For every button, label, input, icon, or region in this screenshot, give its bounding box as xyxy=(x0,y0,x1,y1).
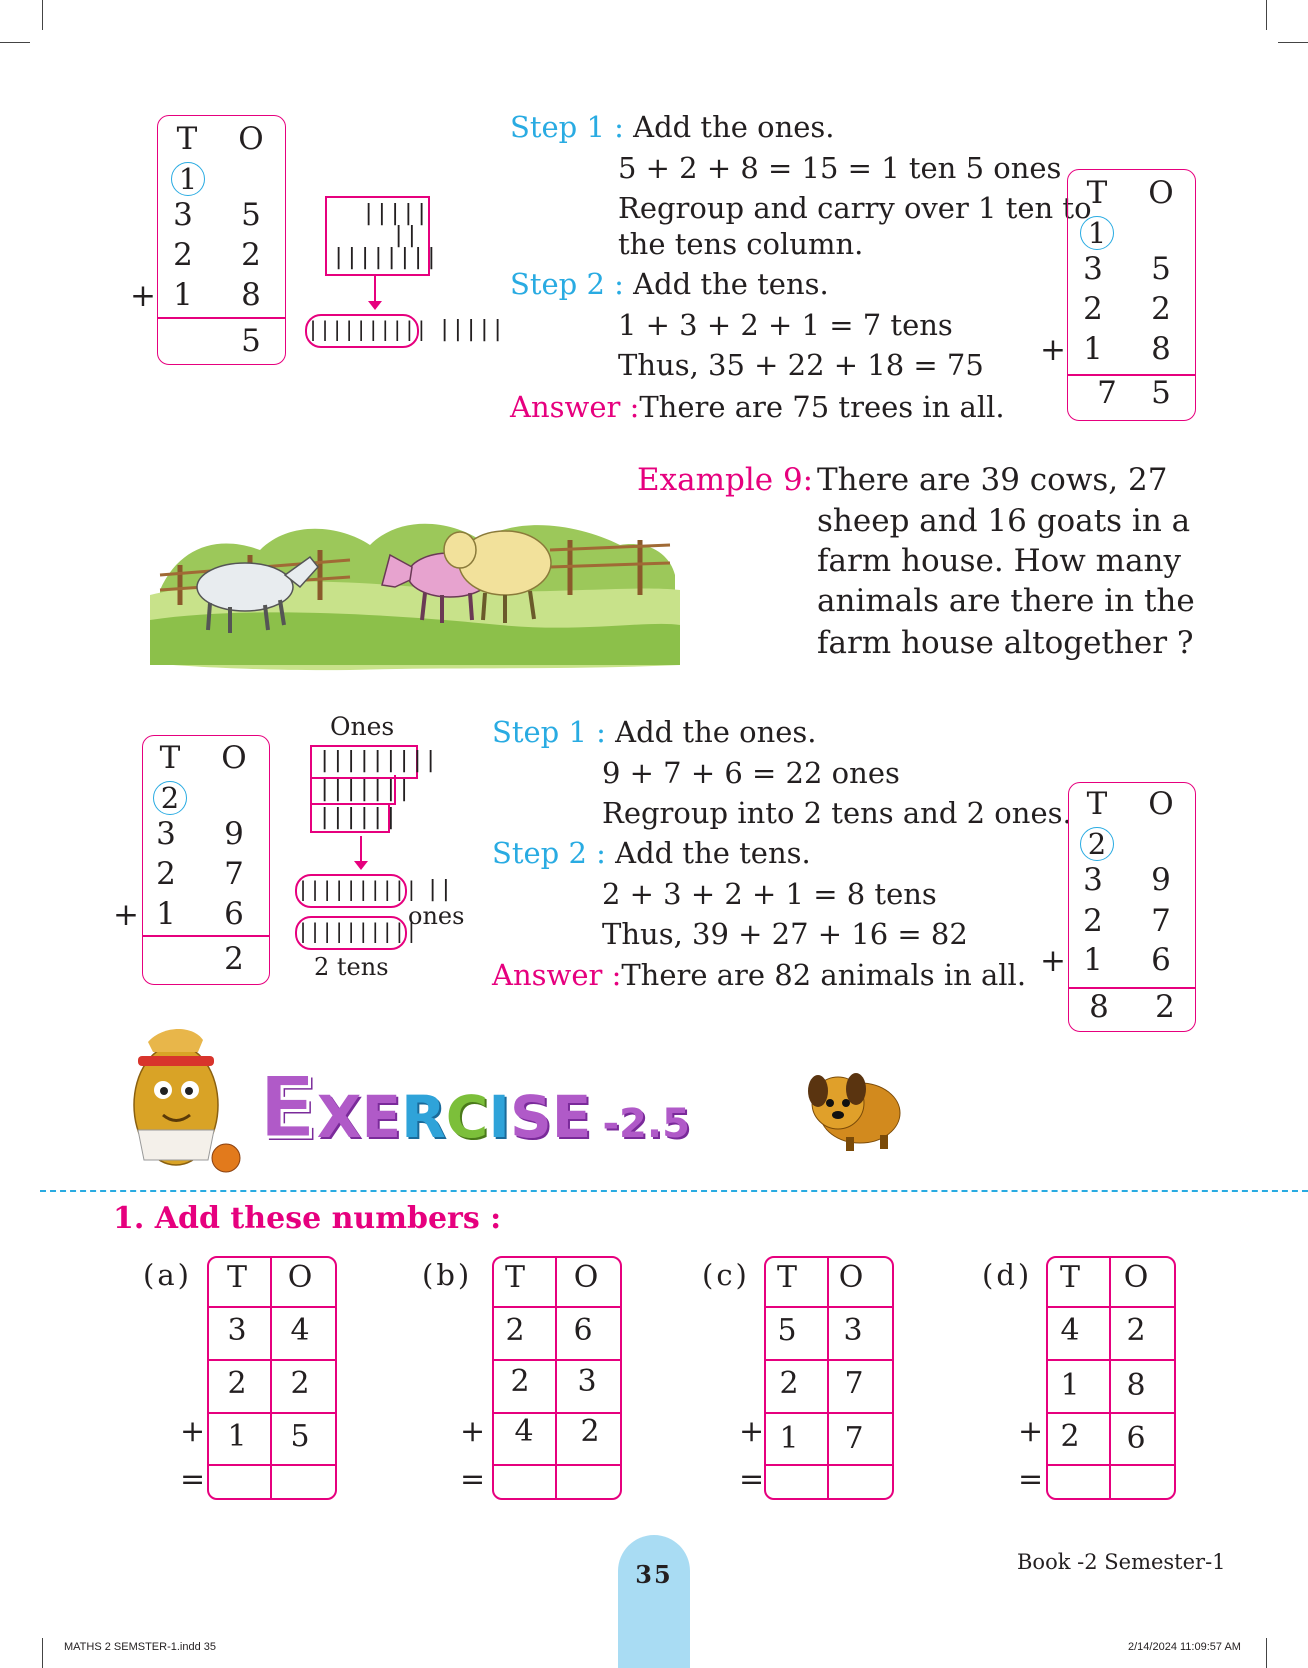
digit: 4 xyxy=(514,1414,534,1449)
digit: 3 xyxy=(156,816,176,852)
digit: 3 xyxy=(1083,862,1103,898)
sticks-row2: || xyxy=(392,223,419,248)
digit: 1 xyxy=(173,277,193,313)
sticks-row3: |||||| xyxy=(318,805,398,830)
equals-sign: = xyxy=(739,1462,765,1497)
step-text: Add the tens. xyxy=(633,267,829,301)
carry-digit: 2 xyxy=(1080,827,1114,861)
header-o: O xyxy=(838,1260,864,1295)
ten-bundle: |||||||||| xyxy=(295,916,407,950)
digit: 7 xyxy=(844,1366,864,1401)
result-ones: 2 xyxy=(1155,989,1175,1025)
digit: 3 xyxy=(173,197,193,233)
step-line: Regroup and carry over 1 ten to xyxy=(618,191,1092,225)
step-line: 1 + 3 + 2 + 1 = 7 tens xyxy=(618,308,953,342)
question-line: sheep and 16 goats in a xyxy=(817,503,1191,539)
digit: 2 xyxy=(156,856,176,892)
book-label: Book -2 Semester-1 xyxy=(1017,1550,1226,1574)
result-ones: 5 xyxy=(241,323,261,359)
digit: 1 xyxy=(779,1421,799,1456)
digit: 2 xyxy=(505,1313,525,1348)
digit: 7 xyxy=(1151,903,1171,939)
header-o: O xyxy=(1123,1260,1149,1295)
digit: 2 xyxy=(290,1366,310,1401)
header-o: O xyxy=(238,121,264,157)
header-o: O xyxy=(1148,175,1174,211)
page-number: 35 xyxy=(635,1560,673,1589)
answer-label: Answer : xyxy=(510,390,640,424)
exercise-letter: E xyxy=(361,1083,402,1151)
exercise-title xyxy=(258,1058,690,1158)
sticks-row2: ||||||| xyxy=(318,777,411,802)
question-line: animals are there in the xyxy=(817,583,1195,619)
header-o: O xyxy=(287,1260,313,1295)
step-line: 2 + 3 + 2 + 1 = 8 tens xyxy=(602,877,937,911)
answer-label: Answer : xyxy=(492,958,622,992)
digit: 2 xyxy=(1126,1313,1146,1348)
loose-ones: || xyxy=(426,877,453,902)
digit: 5 xyxy=(290,1419,310,1454)
equals-sign: = xyxy=(180,1462,206,1497)
digit: 1 xyxy=(156,896,176,932)
question-line: farm house. How many xyxy=(817,543,1182,579)
digit: 7 xyxy=(844,1421,864,1456)
digit: 1 xyxy=(1060,1368,1080,1403)
digit: 2 xyxy=(580,1414,600,1449)
result-ones: 5 xyxy=(1151,375,1171,411)
question-1-heading: 1. Add these numbers : xyxy=(113,1201,502,1236)
exercise-letter: E xyxy=(258,1058,317,1158)
plus-sign: + xyxy=(1018,1414,1044,1449)
answer-text: There are 82 animals in all. xyxy=(621,958,1027,992)
digit: 1 xyxy=(1083,331,1103,367)
plus-sign: + xyxy=(1040,332,1066,368)
problem-label: (c) xyxy=(702,1258,750,1292)
exercise-letter: E xyxy=(551,1083,592,1151)
digit: 3 xyxy=(227,1313,247,1348)
ten-bundle: |||||||||| xyxy=(305,314,419,348)
plus-sign: + xyxy=(130,278,156,314)
digit: 8 xyxy=(1126,1368,1146,1403)
crop-mark xyxy=(1278,42,1308,43)
digit: 2 xyxy=(510,1364,530,1399)
header-t: T xyxy=(1086,175,1108,211)
sticks-row3: |||||||| xyxy=(332,245,438,270)
digit: 9 xyxy=(224,816,244,852)
crop-mark xyxy=(42,1638,43,1668)
step-text: Add the ones. xyxy=(633,110,835,144)
digit: 1 xyxy=(227,1419,247,1454)
question-line: There are 39 cows, 27 xyxy=(817,462,1168,498)
crop-mark xyxy=(1266,0,1267,30)
digit: 6 xyxy=(1126,1421,1146,1456)
digit: 9 xyxy=(1151,862,1171,898)
digit: 2 xyxy=(779,1366,799,1401)
digit: 3 xyxy=(577,1364,597,1399)
answer-tens-cell[interactable] xyxy=(1050,1465,1106,1493)
digit: 4 xyxy=(1060,1313,1080,1348)
step-line: the tens column. xyxy=(618,227,864,261)
crop-mark xyxy=(1266,1638,1267,1668)
header-o: O xyxy=(1148,786,1174,822)
answer-ones-cell[interactable] xyxy=(557,1465,613,1493)
step-label: Step 2 : xyxy=(492,836,606,870)
step-line: 9 + 7 + 6 = 22 ones xyxy=(602,756,900,790)
exercise-letter: R xyxy=(401,1083,446,1151)
plus-sign: + xyxy=(113,897,139,933)
digit: 2 xyxy=(1151,291,1171,327)
problem-label: (b) xyxy=(422,1258,473,1292)
step-label: Step 2 : xyxy=(510,267,624,301)
carry-digit: 1 xyxy=(1080,216,1114,250)
ones-word: ones xyxy=(408,902,465,930)
example-label: Example 9: xyxy=(637,462,814,498)
header-t: T xyxy=(226,1260,247,1295)
answer-text: There are 75 trees in all. xyxy=(639,390,1005,424)
file-name: MATHS 2 SEMSTER-1.indd 35 xyxy=(64,1641,217,1653)
answer-ones-cell[interactable] xyxy=(829,1465,885,1493)
digit: 1 xyxy=(1083,942,1103,978)
plus-sign: + xyxy=(180,1414,206,1449)
header-t: T xyxy=(776,1260,797,1295)
answer-tens-cell[interactable] xyxy=(211,1465,267,1493)
digit: 2 xyxy=(227,1366,247,1401)
digit: 5 xyxy=(241,197,261,233)
crop-mark xyxy=(42,0,43,30)
digit: 2 xyxy=(1060,1419,1080,1454)
digit: 3 xyxy=(1083,251,1103,287)
ones-label: Ones xyxy=(330,712,395,741)
equals-sign: = xyxy=(1018,1462,1044,1497)
mascot-potato xyxy=(108,1020,248,1180)
step-label: Step 1 : xyxy=(492,715,606,749)
farm-illustration xyxy=(150,495,680,675)
question-line: farm house altogether ? xyxy=(817,625,1194,661)
sticks-row1: ||||| xyxy=(362,201,429,226)
ten-bundle: |||||||||| xyxy=(295,874,407,908)
answer-tens-cell[interactable] xyxy=(496,1465,552,1493)
step-line: 5 + 2 + 8 = 15 = 1 ten 5 ones xyxy=(618,151,1062,185)
digit: 2 xyxy=(1083,291,1103,327)
mascot-dog xyxy=(798,1065,908,1155)
result-tens: 7 xyxy=(1097,375,1117,411)
problem-label: (a) xyxy=(143,1258,192,1292)
result-tens: 8 xyxy=(1089,989,1109,1025)
digit: 5 xyxy=(1151,251,1171,287)
crop-mark xyxy=(0,42,30,43)
header-t: T xyxy=(504,1260,525,1295)
digit: 6 xyxy=(224,896,244,932)
step-label: Step 1 : xyxy=(510,110,624,144)
plus-sign: + xyxy=(1040,943,1066,979)
digit: 7 xyxy=(224,856,244,892)
step-line: Regroup into 2 tens and 2 ones. xyxy=(602,796,1072,830)
tens-label: 2 tens xyxy=(314,953,389,981)
carry-digit: 1 xyxy=(171,162,205,196)
carry-digit: 2 xyxy=(153,781,187,815)
section-divider xyxy=(40,1190,1308,1192)
page-number-tab xyxy=(618,1535,690,1668)
digit: 6 xyxy=(573,1313,593,1348)
digit: 6 xyxy=(1151,942,1171,978)
exercise-letter: X xyxy=(316,1083,362,1151)
exercise-letter: S xyxy=(509,1083,552,1151)
digit: 5 xyxy=(777,1313,797,1348)
header-o: O xyxy=(573,1260,599,1295)
digit: 2 xyxy=(173,237,193,273)
plus-sign: + xyxy=(739,1414,765,1449)
step-line: Thus, 35 + 22 + 18 = 75 xyxy=(618,348,984,382)
result-ones: 2 xyxy=(224,941,244,977)
digit: 2 xyxy=(241,237,261,273)
answer-ones-cell[interactable] xyxy=(1111,1465,1167,1493)
plus-sign: + xyxy=(460,1414,486,1449)
step-text: Add the tens. xyxy=(615,836,811,870)
loose-ones: ||||| xyxy=(438,317,505,342)
digit: 3 xyxy=(843,1313,863,1348)
answer-tens-cell[interactable] xyxy=(768,1465,824,1493)
sticks-row1: ||||||||| xyxy=(318,748,438,773)
step-text: Add the ones. xyxy=(615,715,817,749)
header-t: T xyxy=(1059,1260,1080,1295)
header-t: T xyxy=(176,121,198,157)
answer-ones-cell[interactable] xyxy=(272,1465,328,1493)
print-timestamp: 2/14/2024 11:09:57 AM xyxy=(1128,1641,1241,1653)
equals-sign: = xyxy=(460,1462,486,1497)
header-t: T xyxy=(159,740,181,776)
exercise-letter: I xyxy=(488,1083,510,1151)
digit: 4 xyxy=(290,1313,310,1348)
digit: 8 xyxy=(241,277,261,313)
exercise-letter: C xyxy=(445,1083,489,1151)
digit: 8 xyxy=(1151,331,1171,367)
step-line: Thus, 39 + 27 + 16 = 82 xyxy=(602,917,968,951)
digit: 2 xyxy=(1083,903,1103,939)
exercise-number: -2.5 xyxy=(602,1101,690,1147)
header-o: O xyxy=(221,740,247,776)
problem-label: (d) xyxy=(982,1258,1033,1292)
header-t: T xyxy=(1086,786,1108,822)
